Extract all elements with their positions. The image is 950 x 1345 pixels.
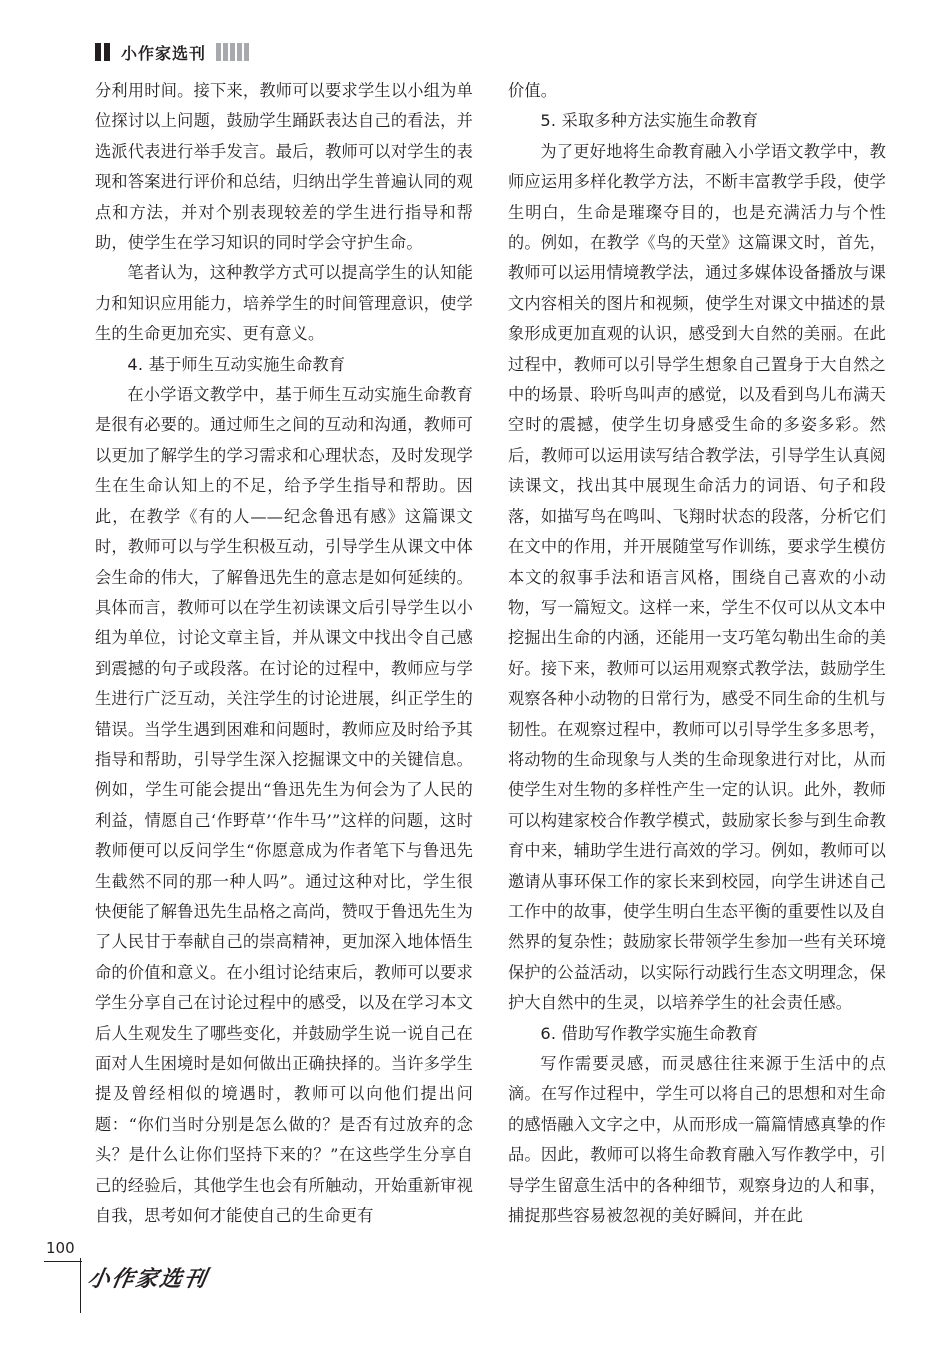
- paragraph: 分利用时间。接下来，教师可以要求学生以小组为单位探讨以上问题，鼓励学生踊跃表达自己的看法，并选派代表进行举手发言。最后，教师可以对学生的表现和答案进行评价和总结，归纳出学生普遍认同的观点和方法，并对个别表现较差的学生进行指导和帮助，使学生在学习知识的同时学会守护生命。: [95, 81, 473, 253]
- header-bar-mark: [95, 43, 101, 61]
- paragraph: 价值。: [508, 81, 558, 100]
- header-bar-mark: [223, 43, 228, 61]
- header-bar-mark: [244, 43, 249, 61]
- left-column: [95, 76, 473, 1231]
- footer-divider: [44, 1261, 82, 1262]
- header-bar-mark: [216, 43, 221, 61]
- paragraph: 笔者认为，这种教学方式可以提高学生的认知能力和知识应用能力，培养学生的时间管理意识，使学生的生命更加充实、更有意义。: [95, 263, 473, 344]
- section-heading: 6. 借助写作教学实施生命教育: [540, 1023, 759, 1043]
- section-heading: 5. 采取多种方法实施生命教育: [540, 111, 759, 131]
- paragraph: 为了更好地将生命教育融入小学语文教学中，教师应运用多样化教学方法，不断丰富教学手段，使学生明白，生命是璀璨夺目的，也是充满活力与个性的。例如，在教学《鸟的天堂》这篇课文时，首先，教师可以运用情境教学法，通过多媒体设备播放与课文内容相关的图片和视频，使学生对课文中描述的景象形成更加直观的认识，感受到大自然的美丽。在此过程中，教师可以引导学生想象自己置身于大自然之中的场景、聆听鸟叫声的感觉，以及看到鸟儿布满天空时的震撼，使学生切身感受生命的多姿多彩。然后，教师可以运用读写结合教学法，引导学生认真阅读课文，找出其中展现生命活力的词语、句子和段落，如描写鸟在鸣叫、飞翔时状态的段落，分析它们在文中的作用，并开展随堂写作训练，要求学生模仿本文的叙事手法和语言风格，围绕自己喜欢的小动物，写一篇短文。这样一来，学生不仅可以从文本中挖掘出生命的内涵，还能用一支巧笔勾勒出生命的美好。接下来，教师可以运用观察式教学法，鼓励学生观察各种小动物的日常行为，感受不同生命的生机与韧性。在观察过程中，教师可以引导学生多多思考，将动物的生命现象与人类的生命现象进行对比，从而使学生对生物的多样性产生一定的认识。此外，教师可以构建家校合作教学模式，鼓励家长参与到生命教育中来，辅助学生进行高效的学习。例如，教师可以邀请从事环保工作的家长来到校园，向学生讲述自己工作中的故事，使学生明白生态平衡的重要性以及自然界的复杂性；鼓励家长带领学生参加一些有关环境保护的公益活动，以实际行动践行生态文明理念，保护大自然中的生灵，以培养学生的社会责任感。: [508, 141, 886, 1013]
- header-bar-mark: [104, 43, 110, 61]
- journal-title: 小作家选刊: [121, 43, 207, 63]
- paragraph: 写作需要灵感，而灵感往往来源于生活中的点滴。在写作过程中，学生可以将自己的思想和对生命的感悟融入文字之中，从而形成一篇篇情感真挚的作品。因此，教师可以将生命教育融入写作教学中，引导学生留意生活中的各种细节，观察身边的人和事，捕捉那些容易被忽视的美好瞬间，并在此: [508, 1054, 886, 1226]
- footer-logo: 小作家选刊: [85, 1266, 211, 1292]
- header-bar-mark: [230, 43, 235, 61]
- paragraph: 在小学语文教学中，基于师生互动实施生命教育是很有必要的。通过师生之间的互动和沟通，教师可以更加了解学生的学习需求和心理状态，及时发现学生在生命认知上的不足，给予学生指导和帮助。因此，在教学《有的人——纪念鲁迅有感》这篇课文时，教师可以与学生积极互动，引导学生从课文中体会生命的伟大，了解鲁迅先生的意志是如何延续的。具体而言，教师可以在学生初读课文后引导学生以小组为单位，讨论文章主旨，并从课文中找出令自己感到震撼的句子或段落。在讨论的过程中，教师应与学生进行广泛互动，关注学生的讨论进展，纠正学生的错误。当学生遇到困难和问题时，教师应及时给予其指导和帮助，引导学生深入挖掘课文中的关键信息。例如，学生可能会提出“鲁迅先生为何会为了人民的利益，情愿自己‘作野草’‘作牛马’”这样的问题，这时教师便可以反问学生“你愿意成为作者笔下与鲁迅先生截然不同的那一种人吗”。通过这种对比，学生很快便能了解鲁迅先生品格之高尚，赞叹于鲁迅先生为了人民甘于奉献自己的崇高精神，更加深入地体悟生命的价值和意义。在小组讨论结束后，教师可以要求学生分享自己在讨论过程中的感受，以及在学习本文后人生观发生了哪些变化，并鼓励学生说一说自己在面对人生困境时是如何做出正确抉择的。当许多学生提及曾经相似的境遇时，教师可以向他们提出问题：“你们当时分别是怎么做的？是否有过放弃的念头？是什么让你们坚持下来的？”在这些学生分享自己的经验后，其他学生也会有所触动，开始重新审视自我，思考如何才能使自己的生命更有: [95, 385, 473, 1226]
- header-bar-mark: [237, 43, 242, 61]
- page-number: 100: [46, 1239, 75, 1257]
- running-header: [95, 40, 251, 64]
- section-heading: 4. 基于师生互动实施生命教育: [127, 354, 346, 374]
- footer-divider: [80, 1258, 81, 1313]
- right-column: [508, 76, 886, 1231]
